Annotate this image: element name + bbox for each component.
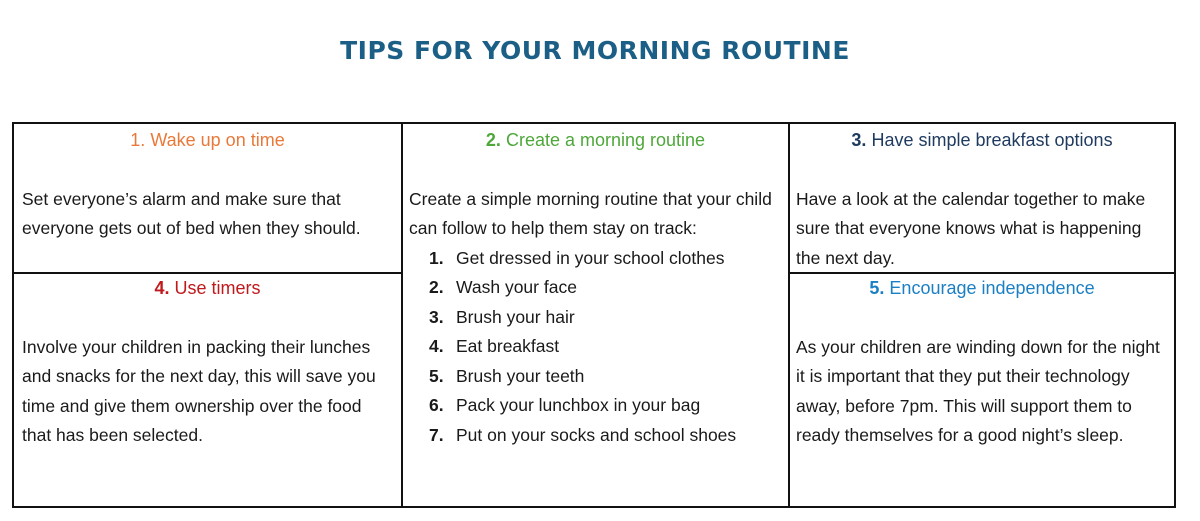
tip-5-number: 5. xyxy=(869,278,885,298)
tip-3-heading xyxy=(790,124,1174,156)
page-title: TIPS FOR YOUR MORNING ROUTINE xyxy=(340,36,850,65)
list-item: 3. Brush your hair xyxy=(429,306,575,327)
list-item: 7. Put on your socks and school shoes xyxy=(429,424,737,445)
tip-1-number: 1. xyxy=(130,130,146,150)
tip-4-cell xyxy=(14,274,401,508)
tip-4-title: Use timers xyxy=(174,278,261,298)
tip-1-cell xyxy=(14,124,401,272)
tip-4-text: Involve your children in packing their lunches and snacks for the next day, this will save you time and give them ownership over the food that has been selected. xyxy=(22,336,376,445)
tip-5-cell xyxy=(790,274,1174,508)
tip-2-title: Create a morning routine xyxy=(505,130,706,150)
tip-2-number: 2. xyxy=(485,130,501,150)
tip-4-heading xyxy=(14,274,401,304)
tip-3-title: Have simple breakfast options xyxy=(871,130,1113,150)
list-item: 2. Wash your face xyxy=(429,277,577,297)
tip-3-cell xyxy=(790,124,1174,272)
tip-2-cell xyxy=(403,124,788,508)
tip-2-text: Create a simple morning routine that your child can follow to help them stay on track: xyxy=(409,188,772,238)
tip-5-title: Encourage independence xyxy=(889,278,1095,298)
tip-4-number: 4. xyxy=(154,278,170,298)
tip-5-heading xyxy=(790,274,1174,304)
list-item: 4. Eat breakfast xyxy=(429,336,560,356)
tip-1-text: Set everyone’s alarm and make sure that everyone gets out of bed when they should. xyxy=(22,188,361,238)
tip-1-heading xyxy=(14,124,401,156)
routine-steps-list xyxy=(403,244,788,451)
tip-5-text: As your children are winding down for the night it is important that they put their technology away, before 7pm. This will support them to ready themselves for a good night’s sleep. xyxy=(796,336,1160,445)
list-item: 6. Pack your lunchbox in your bag xyxy=(429,395,701,415)
tip-1-title: Wake up on time xyxy=(150,130,285,150)
list-item: 1. Get dressed in your school clothes xyxy=(429,247,725,268)
tips-table xyxy=(12,122,1176,508)
list-item: 5. Brush your teeth xyxy=(429,365,585,386)
tip-2-heading xyxy=(403,124,788,156)
tip-3-text: Have a look at the calendar together to make sure that everyone knows what is happening the next day. xyxy=(796,188,1146,268)
tip-3-number: 3. xyxy=(851,130,867,150)
